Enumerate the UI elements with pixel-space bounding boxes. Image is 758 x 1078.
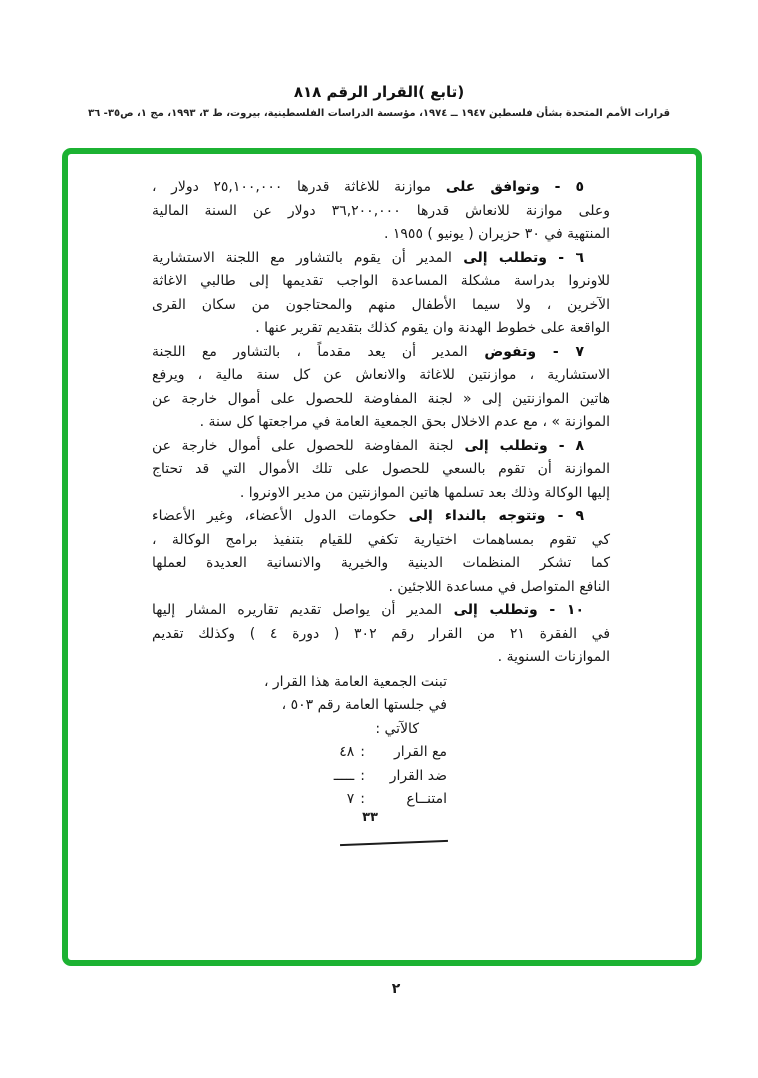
- vote-label: مع القرار: [393, 744, 447, 760]
- paragraph-line: المنتهية في ٣٠ حزيران ( يونيو ) ١٩٥٥ .: [383, 226, 610, 242]
- vote-value: ـــــ: [333, 767, 355, 784]
- resolution-body: [152, 176, 610, 812]
- paragraph-line: في الفقرة ٢١ من القرار رقم ٣٠٢ ( دورة ٤ ) وكذلك تقديم: [152, 625, 611, 642]
- vote-label: ضد القرار: [389, 767, 447, 784]
- paragraph-line: الموازنات السنوية .: [497, 649, 610, 665]
- paragraph-first-line: ٨ - وتطلب إلى لجنة المفاوضة للحصول على أموال خارجة عن: [152, 437, 584, 454]
- vote-label: امتنــاع: [406, 791, 447, 807]
- paragraph-line: كي تقوم بمساهمات اختيارية تكفي للقيام بتنفيذ برامج الوكالة ،: [152, 531, 610, 548]
- paragraph-line: الآخرين ، ولا سيما الأطفال منهم والمحتاجون من سكان القرى: [152, 296, 610, 313]
- paragraph-first-line: ٦ - وتطلب إلى المدير أن يقوم بالتشاور مع اللجنة الاستشارية: [152, 249, 584, 266]
- vote-colon: :: [360, 791, 365, 807]
- paragraph-lead: ٥ - وتوافق على: [430, 179, 584, 195]
- paragraph-line: الواقعة على خطوط الهدنة وان يقوم كذلك بتقديم تقرير عنها .: [255, 320, 610, 336]
- paragraph-line: إليها الوكالة وذلك بعد تسلمها هاتين الموازنتين من مدير الاونروا .: [239, 484, 610, 501]
- page-title: (تابع )القرار الرقم ٨١٨: [293, 83, 465, 101]
- vote-colon: :: [360, 767, 365, 784]
- vote-row: [152, 741, 447, 765]
- paragraph-lead: ٩ - وتتوجه بالنداء إلى: [396, 508, 584, 524]
- paragraph-lead: ٦ - وتطلب إلى: [451, 249, 584, 266]
- vote-colon: :: [360, 744, 365, 760]
- paragraph-lead: ٨ - وتطلب إلى: [453, 437, 584, 454]
- inner-page-number: ٣٣: [362, 810, 378, 825]
- vote-value: ٧: [346, 791, 355, 807]
- paragraph-line: للاونروا بدراسة مشكلة المساعدة الواجب تقديمها إلى طالبي الاغاثة: [152, 273, 610, 289]
- vote-value: ٤٨: [339, 744, 355, 760]
- paragraph-line: الموازنة أن تقوم بالسعي للحصول على تلك الأموال التي قد تحتاج: [152, 461, 610, 477]
- adoption-line: تبنت الجمعية العامة هذا القرار ،: [263, 673, 447, 690]
- paragraph-line: هاتين الموازنتين إلى « لجنة المفاوضة للحصول على أموال خارجة عن: [152, 390, 610, 407]
- paragraph-lead: ٧ - وتفوض: [467, 343, 585, 360]
- paragraph-line: النافع المتواصل في مساعدة اللاجئين .: [388, 578, 610, 595]
- resolution-paragraphs: [152, 176, 610, 670]
- adoption-note: [152, 671, 447, 742]
- citation-line: قرارات الأمم المتحدة بشأن فلسطين ١٩٤٧ ــ ١٩٧٤، مؤسسة الدراسات الفلسطينية، بيروت، ط ٣، ١٩٩٣، مج ١، ص٣٥- ٣٦: [87, 108, 670, 119]
- paragraph-first-line: ٧ - وتفوض المدير أن يعد مقدماً ، بالتشاور مع اللجنة: [152, 343, 585, 360]
- resolution-frame: [62, 148, 702, 966]
- adoption-line: في جلستها العامة رقم ٥٠٣ ،: [281, 697, 447, 713]
- paragraph-first-line: ٩ - وتتوجه بالنداء إلى حكومات الدول الأعضاء، وغير الأعضاء: [152, 508, 584, 524]
- page-number-rule: [340, 840, 448, 846]
- paragraph-lead: ١٠ - وتطلب إلى: [441, 602, 584, 618]
- vote-row: [152, 765, 447, 789]
- vote-row: [152, 788, 447, 812]
- footer-page-number: ٢: [391, 981, 401, 997]
- paragraph-line: الموازنة » ، مع عدم الاخلال بحق الجمعية العامة في مراجعتها كل سنة .: [199, 414, 610, 430]
- paragraph-line: الاستشارية ، موازنتين للاغاثة والانعاش عن كل سنة مالية ، ويرفع: [152, 367, 610, 383]
- paragraph-first-line: ١٠ - وتطلب إلى المدير أن يواصل تقديم تقاريره المشار إليها: [152, 602, 584, 618]
- paragraph-line: وعلى موازنة للانعاش قدرها ٣٦,٢٠٠,٠٠٠ دولار عن السنة المالية: [152, 202, 611, 219]
- adoption-line: كالآتي :: [375, 720, 419, 737]
- paragraph-line: كما تشكر المنظمات الدينية والخيرية والانسانية العديدة لعملها: [152, 555, 610, 571]
- vote-results: [152, 741, 447, 812]
- paragraph-first-line: ٥ - وتوافق على موازنة للاغاثة قدرها ٢٥,١٠٠,٠٠٠ دولار ،: [152, 179, 584, 195]
